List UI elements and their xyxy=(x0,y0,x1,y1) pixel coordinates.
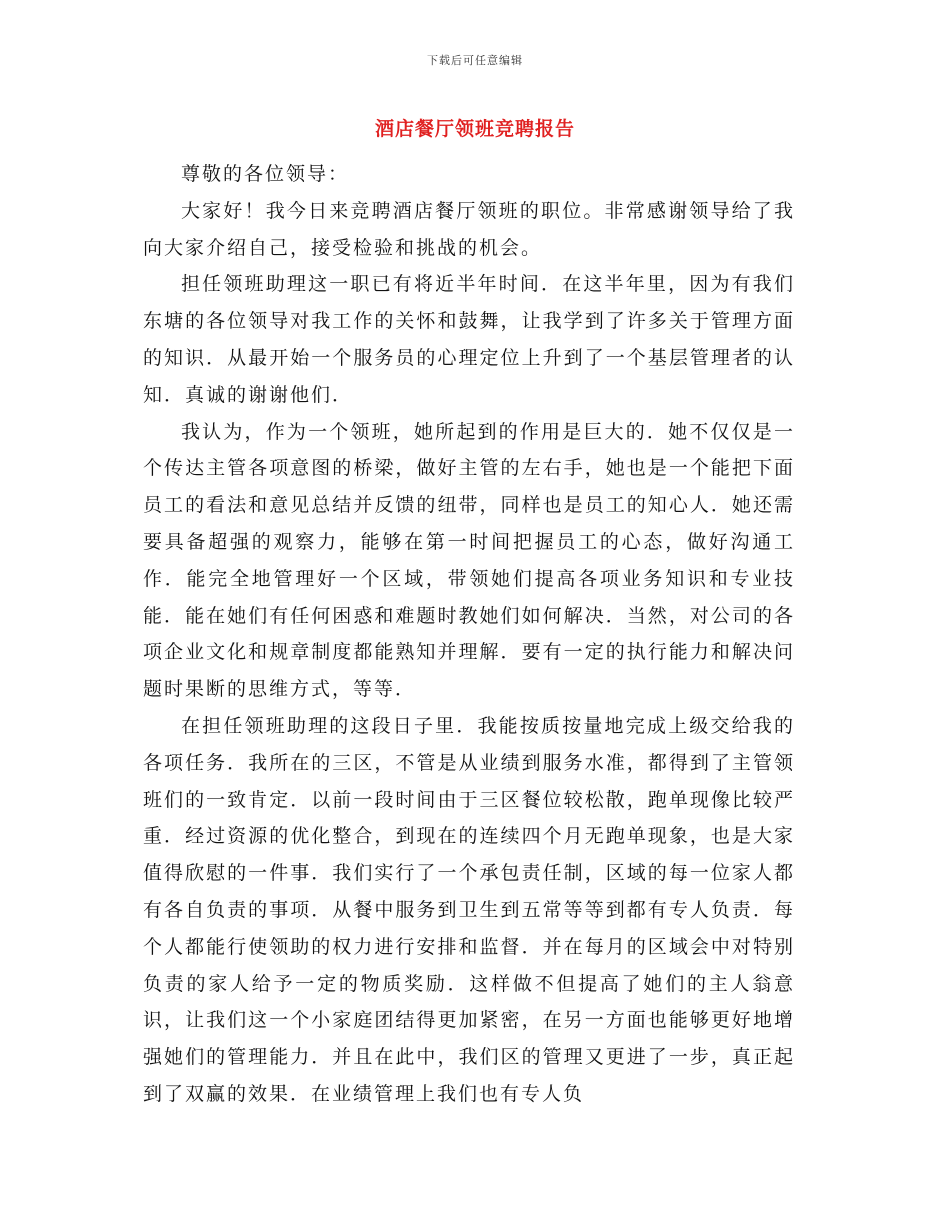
paragraph: 担任领班助理这一职已有将近半年时间．在这半年里，因为有我们东塘的各位领导对我工作的关怀和鼓舞，让我学到了许多关于管理方面的知识．从最开始一个服务员的心理定位上升到了一个基层管理者的认知．真诚的谢谢他们． xyxy=(143,273,795,406)
document-title: 酒店餐厅领班竞聘报告 xyxy=(374,118,575,140)
salutation: 尊敬的各位领导： xyxy=(181,163,350,185)
header-note: 下载后可任意编辑 xyxy=(427,54,523,67)
paragraph: 大家好！我今日来竞聘酒店餐厅领班的职位。非常感谢领导给了我向大家介绍自己，接受检验和挑战的机会。 xyxy=(143,199,795,259)
paragraph: 我认为，作为一个领班，她所起到的作用是巨大的．她不仅仅是一个传达主管各项意图的桥梁，做好主管的左右手，她也是一个能把下面员工的看法和意见总结并反馈的纽带，同样也是员工的知心人．她还需要具备超强的观察力，能够在第一时间把握员工的心态，做好沟通工作．能完全地管理好一个区域，带领她们提高各项业务知识和专业技能．能在她们有任何困惑和难题时教她们如何解决．当然，对公司的各项企业文化和规章制度都能熟知并理解．要有一定的执行能力和解决问题时果断的思维方式，等等． xyxy=(143,420,795,701)
paragraph: 在担任领班助理的这段日子里．我能按质按量地完成上级交给我的各项任务．我所在的三区，不管是从业绩到服务水准，都得到了主管领班们的一致肯定．以前一段时间由于三区餐位较松散，跑单现像比较严重．经过资源的优化整合，到现在的连续四个月无跑单现象，也是大家值得欣慰的一件事．我们实行了一个承包责任制，区域的每一位家人都有各自负责的事项．从餐中服务到卫生到五常等等到都有专人负责．每个人都能行使领助的权力进行安排和监督．并在每月的区域会中对特别负责的家人给予一定的物质奖励．这样做不但提高了她们的主人翁意识，让我们这一个小家庭团结得更加紧密，在另一方面也能够更好地增强她们的管理能力．并且在此中，我们区的管理又更进了一步，真正起到了双赢的效果．在业绩管理上我们也有专人负 xyxy=(143,714,795,1105)
document-body xyxy=(143,156,795,1113)
